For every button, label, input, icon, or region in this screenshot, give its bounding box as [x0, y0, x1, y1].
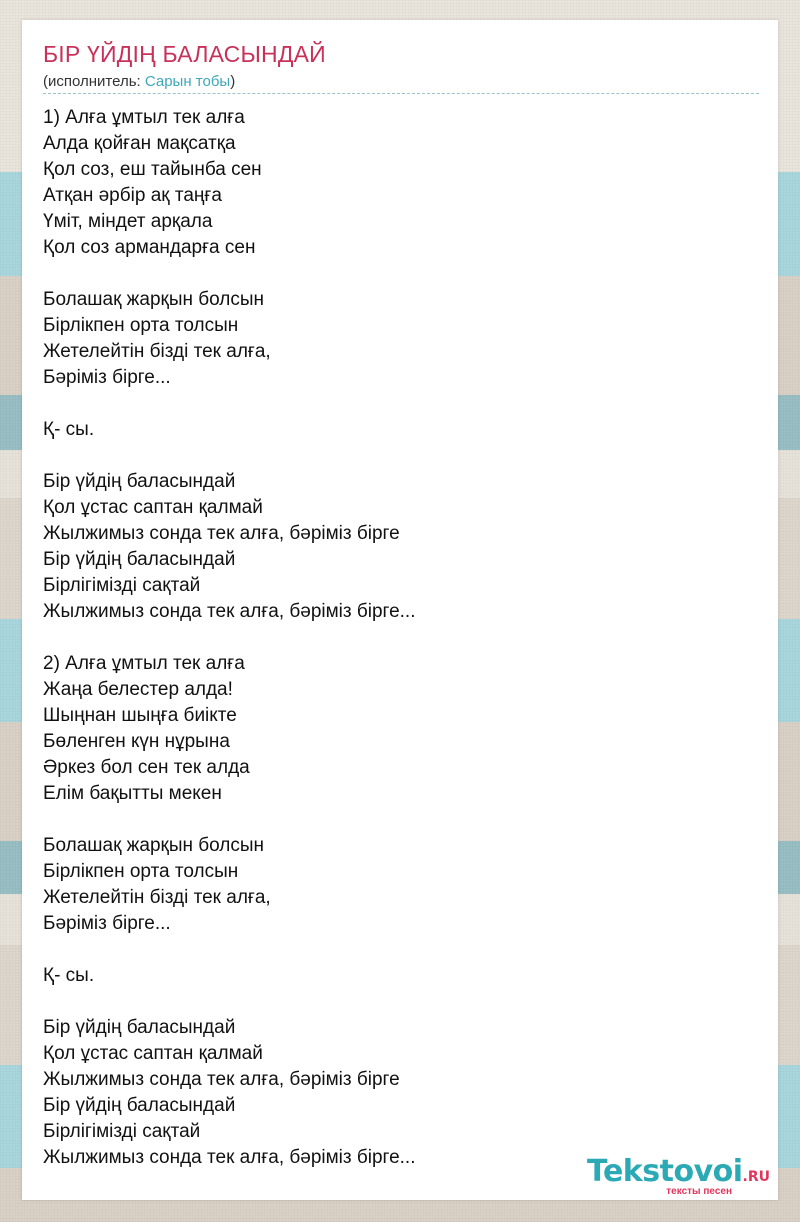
lyric-line: Бір үйдің баласындай: [43, 549, 236, 570]
lyric-line: Жылжимыз сонда тек алға, бәріміз бірге: [43, 523, 400, 544]
lyric-line: Бәріміз бірге...: [43, 913, 171, 934]
lyrics-body: [43, 105, 759, 1171]
artist-line: [43, 73, 235, 90]
lyric-line: Алда қойған мақсатқа: [43, 133, 236, 154]
lyric-blank-line: [43, 261, 759, 287]
lyrics-card: [22, 20, 778, 1200]
logo-tagline: тексты песен: [666, 1186, 732, 1197]
lyric-line: Қ- сы.: [43, 965, 95, 986]
lyric-line: Бір үйдің баласындай: [43, 1017, 236, 1038]
lyric-blank-line: [43, 989, 759, 1015]
lyric-line: 2) Алға ұмтыл тек алға: [43, 653, 245, 674]
lyric-line: Қ- сы.: [43, 419, 95, 440]
lyric-line: Қол ұстас саптан қалмай: [43, 1043, 263, 1064]
lyric-line: Қол соз армандарға сен: [43, 237, 256, 258]
lyric-line: Бір үйдің баласындай: [43, 1095, 236, 1116]
lyric-line: Жаңа белестер алда!: [43, 679, 233, 700]
lyric-blank-line: [43, 937, 759, 963]
lyric-line: Шыңнан шыңға биікте: [43, 705, 237, 726]
lyric-line: Жетелейтін бізді тек алға,: [43, 341, 271, 362]
lyric-line: Бәріміз бірге...: [43, 367, 171, 388]
lyric-line: Бірлікпен орта толсын: [43, 861, 239, 882]
logo-wordmark: Tekstovoi: [586, 1154, 743, 1189]
lyric-line: Бір үйдің баласындай: [43, 471, 236, 492]
lyric-blank-line: [43, 443, 759, 469]
lyric-line: Бөленген күн нұрына: [43, 731, 230, 752]
lyric-line: Жылжимыз сонда тек алға, бәріміз бірге...: [43, 1147, 416, 1168]
site-logo[interactable]: [586, 1154, 770, 1197]
lyric-line: Қол соз, еш тайынба сен: [43, 159, 262, 180]
artist-link[interactable]: Сарын тобы: [144, 73, 231, 90]
lyric-line: 1) Алға ұмтыл тек алға: [43, 107, 245, 128]
lyric-blank-line: [43, 807, 759, 833]
logo-domain: .RU: [742, 1169, 770, 1185]
lyric-line: Әркез бол сен тек алда: [43, 757, 250, 778]
lyric-line: Жылжимыз сонда тек алға, бәріміз бірге...: [43, 601, 416, 622]
lyric-blank-line: [43, 625, 759, 651]
lyric-line: Атқан әрбір ақ таңға: [43, 185, 222, 206]
lyric-line: Жетелейтін бізді тек алға,: [43, 887, 271, 908]
lyric-line: Үміт, міндет арқала: [43, 211, 213, 232]
lyric-blank-line: [43, 391, 759, 417]
lyric-line: Елім бақытты мекен: [43, 783, 222, 804]
dashed-divider: [43, 93, 759, 94]
lyric-line: Қол ұстас саптан қалмай: [43, 497, 263, 518]
artist-suffix: ): [230, 73, 236, 90]
lyric-line: Бірлігімізді сақтай: [43, 575, 201, 596]
lyric-line: Бірлігімізді сақтай: [43, 1121, 201, 1142]
lyric-line: Болашақ жарқын болсын: [43, 289, 265, 310]
lyric-line: Болашақ жарқын болсын: [43, 835, 265, 856]
lyric-line: Бірлікпен орта толсын: [43, 315, 239, 336]
lyric-line: Жылжимыз сонда тек алға, бәріміз бірге: [43, 1069, 400, 1090]
song-title: БІР ҮЙДІҢ БАЛАСЫНДАЙ: [43, 41, 326, 67]
artist-prefix: (исполнитель:: [43, 73, 145, 90]
